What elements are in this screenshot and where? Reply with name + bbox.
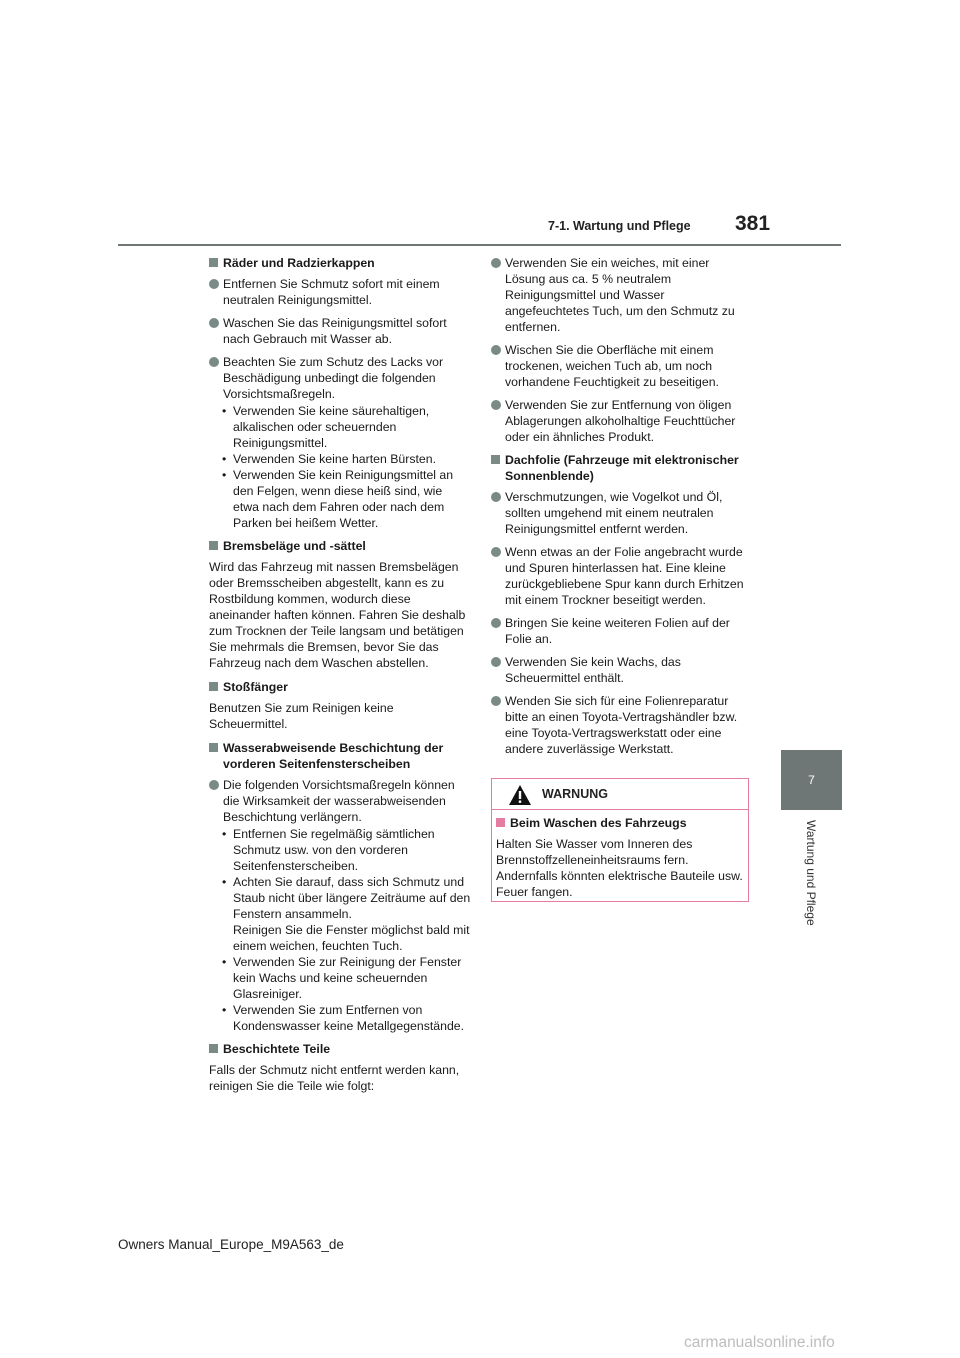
sub-item: • Entfernen Sie regelmäßig sämtlichen Schmutz usw. von den vorderen Seitenfensterscheiben. bbox=[222, 827, 435, 873]
sub-list bbox=[223, 403, 471, 531]
square-bullet-icon bbox=[209, 743, 218, 752]
circle-bullet-icon bbox=[491, 547, 501, 557]
warning-heading: Beim Waschen des Fahrzeugs bbox=[496, 815, 744, 831]
warning-title: WARNUNG bbox=[542, 787, 608, 801]
bullet-item: Wenn etwas an der Folie angebracht wurde und Spuren hinterlassen hat. Eine kleine zurückgebliebene Spur kann durch Erhitzen mit einem Trockner beseitigt werden. bbox=[491, 544, 751, 608]
bullet-item: Beachten Sie zum Schutz des Lacks vor Beschädigung unbedingt die folgenden Vorsichtsmaßregeln. • Verwenden Sie keine säurehaltigen, alkalischen oder scheuernden Reinigungsmittel. • Verwenden Sie keine harten Bürsten. • Verwenden Sie kein Reinigungsmittel an den Felgen, wenn diese heiß sind, wie etwa nach dem Fahren oder nach dem Parken bei heißem Wetter. bbox=[209, 354, 471, 531]
section-title: 7-1. Wartung und Pflege bbox=[548, 219, 691, 233]
chapter-number: 7 bbox=[808, 773, 815, 787]
bullet-item: Wenden Sie sich für eine Folienreparatur bitte an einen Toyota-Vertragshändler bzw. eine Toyota-Vertragswerkstatt oder eine andere zuverlässige Werkstatt. bbox=[491, 693, 751, 757]
square-bullet-icon bbox=[496, 818, 505, 827]
bullet-item: Waschen Sie das Reinigungsmittel sofort nach Gebrauch mit Wasser ab. bbox=[209, 315, 471, 347]
bullet-item: Verwenden Sie zur Entfernung von öligen Ablagerungen alkoholhaltige Feuchttücher oder ein ähnliches Produkt. bbox=[491, 397, 751, 445]
square-bullet-icon bbox=[491, 455, 500, 464]
warning-header bbox=[492, 779, 748, 810]
section-heading: Räder und Radzierkappen bbox=[209, 255, 471, 271]
sub-item: • Verwenden Sie keine harten Bürsten. bbox=[222, 452, 437, 466]
section-heading: Dachfolie (Fahrzeuge mit elektronischer Sonnenblende) bbox=[491, 452, 751, 484]
bullet-item: Entfernen Sie Schmutz sofort mit einem neutralen Reinigungsmittel. bbox=[209, 276, 471, 308]
square-bullet-icon bbox=[209, 682, 218, 691]
chapter-label: Wartung und Pflege bbox=[804, 820, 818, 926]
left-column bbox=[209, 255, 471, 1102]
square-bullet-icon bbox=[209, 258, 218, 267]
sub-item: • Verwenden Sie zum Entfernen von Kondenswasser keine Metallgegenstände. bbox=[222, 1003, 465, 1033]
bullet-item: Verschmutzungen, wie Vogelkot und Öl, sollten umgehend mit einem neutralen Reinigungsmittel entfernt werden. bbox=[491, 489, 751, 537]
section-heading: Beschichtete Teile bbox=[209, 1041, 471, 1057]
sub-list bbox=[223, 826, 471, 1034]
circle-bullet-icon bbox=[209, 318, 219, 328]
circle-bullet-icon bbox=[491, 345, 501, 355]
watermark: carmanualsonline.info bbox=[684, 1334, 835, 1351]
paragraph: Falls der Schmutz nicht entfernt werden kann, reinigen Sie die Teile wie folgt: bbox=[209, 1063, 460, 1093]
section-heading: Bremsbeläge und -sättel bbox=[209, 538, 471, 554]
right-column bbox=[491, 255, 751, 764]
circle-bullet-icon bbox=[491, 258, 501, 268]
circle-bullet-icon bbox=[491, 696, 501, 706]
chapter-tab bbox=[781, 750, 842, 810]
circle-bullet-icon bbox=[209, 279, 219, 289]
bullet-item: Bringen Sie keine weiteren Folien auf der Folie an. bbox=[491, 615, 751, 647]
warning-triangle-icon bbox=[508, 784, 532, 806]
section-heading: Stoßfänger bbox=[209, 679, 471, 695]
warning-body bbox=[492, 810, 748, 900]
square-bullet-icon bbox=[209, 541, 218, 550]
warning-text: Halten Sie Wasser vom Inneren des Brennstoffzelleneinheitsraums fern. Andernfalls könnten elektrische Bauteile usw. Feuer fangen. bbox=[496, 837, 743, 899]
header-divider bbox=[118, 244, 841, 246]
sub-item: • Verwenden Sie kein Reinigungsmittel an den Felgen, wenn diese heiß sind, wie etwa nach dem Fahren oder nach dem Parken bei heißem Wetter. bbox=[222, 468, 454, 530]
paragraph: Benutzen Sie zum Reinigen keine Scheuermittel. bbox=[209, 701, 394, 731]
circle-bullet-icon bbox=[209, 357, 219, 367]
bullet-item: Wischen Sie die Oberfläche mit einem trockenen, weichen Tuch ab, um noch vorhandene Feuchtigkeit zu beseitigen. bbox=[491, 342, 751, 390]
warning-box bbox=[491, 778, 749, 902]
square-bullet-icon bbox=[209, 1044, 218, 1053]
paragraph: Wird das Fahrzeug mit nassen Bremsbelägen oder Bremsscheiben abgestellt, kann es zu Rostbildung kommen, wodurch diese aneinander haften können. Fahren Sie deshalb zum Trocknen der Teile langsam und betätigen Sie mehrmals die Bremsen, bevor Sie das Fahrzeug nach dem Waschen abstellen. bbox=[209, 560, 466, 670]
sub-item: • Achten Sie darauf, dass sich Schmutz und Staub nicht über längere Zeiträume auf den Fenstern ansammeln. Reinigen Sie die Fenster möglichst bald mit einem weichen, feuchten Tuch. bbox=[222, 875, 471, 953]
sub-item: • Verwenden Sie keine säurehaltigen, alkalischen oder scheuernden Reinigungsmittel. bbox=[222, 404, 430, 450]
sub-item: • Verwenden Sie zur Reinigung der Fenster kein Wachs und keine scheuernden Glasreiniger. bbox=[222, 955, 462, 1001]
circle-bullet-icon bbox=[491, 400, 501, 410]
bullet-item: Verwenden Sie kein Wachs, das Scheuermittel enthält. bbox=[491, 654, 751, 686]
circle-bullet-icon bbox=[209, 780, 219, 790]
bullet-item: Verwenden Sie ein weiches, mit einer Lösung aus ca. 5 % neutralem Reinigungsmittel und Wasser angefeuchtetes Tuch, um den Schmutz zu entfernen. bbox=[491, 255, 751, 335]
circle-bullet-icon bbox=[491, 492, 501, 502]
circle-bullet-icon bbox=[491, 618, 501, 628]
page-number: 381 bbox=[735, 212, 771, 235]
circle-bullet-icon bbox=[491, 657, 501, 667]
footer-text: Owners Manual_Europe_M9A563_de bbox=[118, 1237, 344, 1252]
section-heading: Wasserabweisende Beschichtung der vorderen Seitenfensterscheiben bbox=[209, 740, 471, 772]
bullet-item: Die folgenden Vorsichtsmaßregeln können die Wirksamkeit der wasserabweisenden Beschichtung verlängern. • Entfernen Sie regelmäßig sämtlichen Schmutz usw. von den vorderen Seitenfensterscheiben. • Achten Sie darauf, dass sich Schmutz und Staub nicht über längere Zeiträume auf den Fenstern ansammeln. Reinigen Sie die Fenster möglichst bald mit einem weichen, feuchten Tuch. • Verwenden Sie zur Reinigung der Fenster kein Wachs und keine scheuernden Glasreiniger. • Verwenden Sie zum Entfernen von Kondenswasser keine Metallgegenstände. bbox=[209, 777, 471, 1034]
